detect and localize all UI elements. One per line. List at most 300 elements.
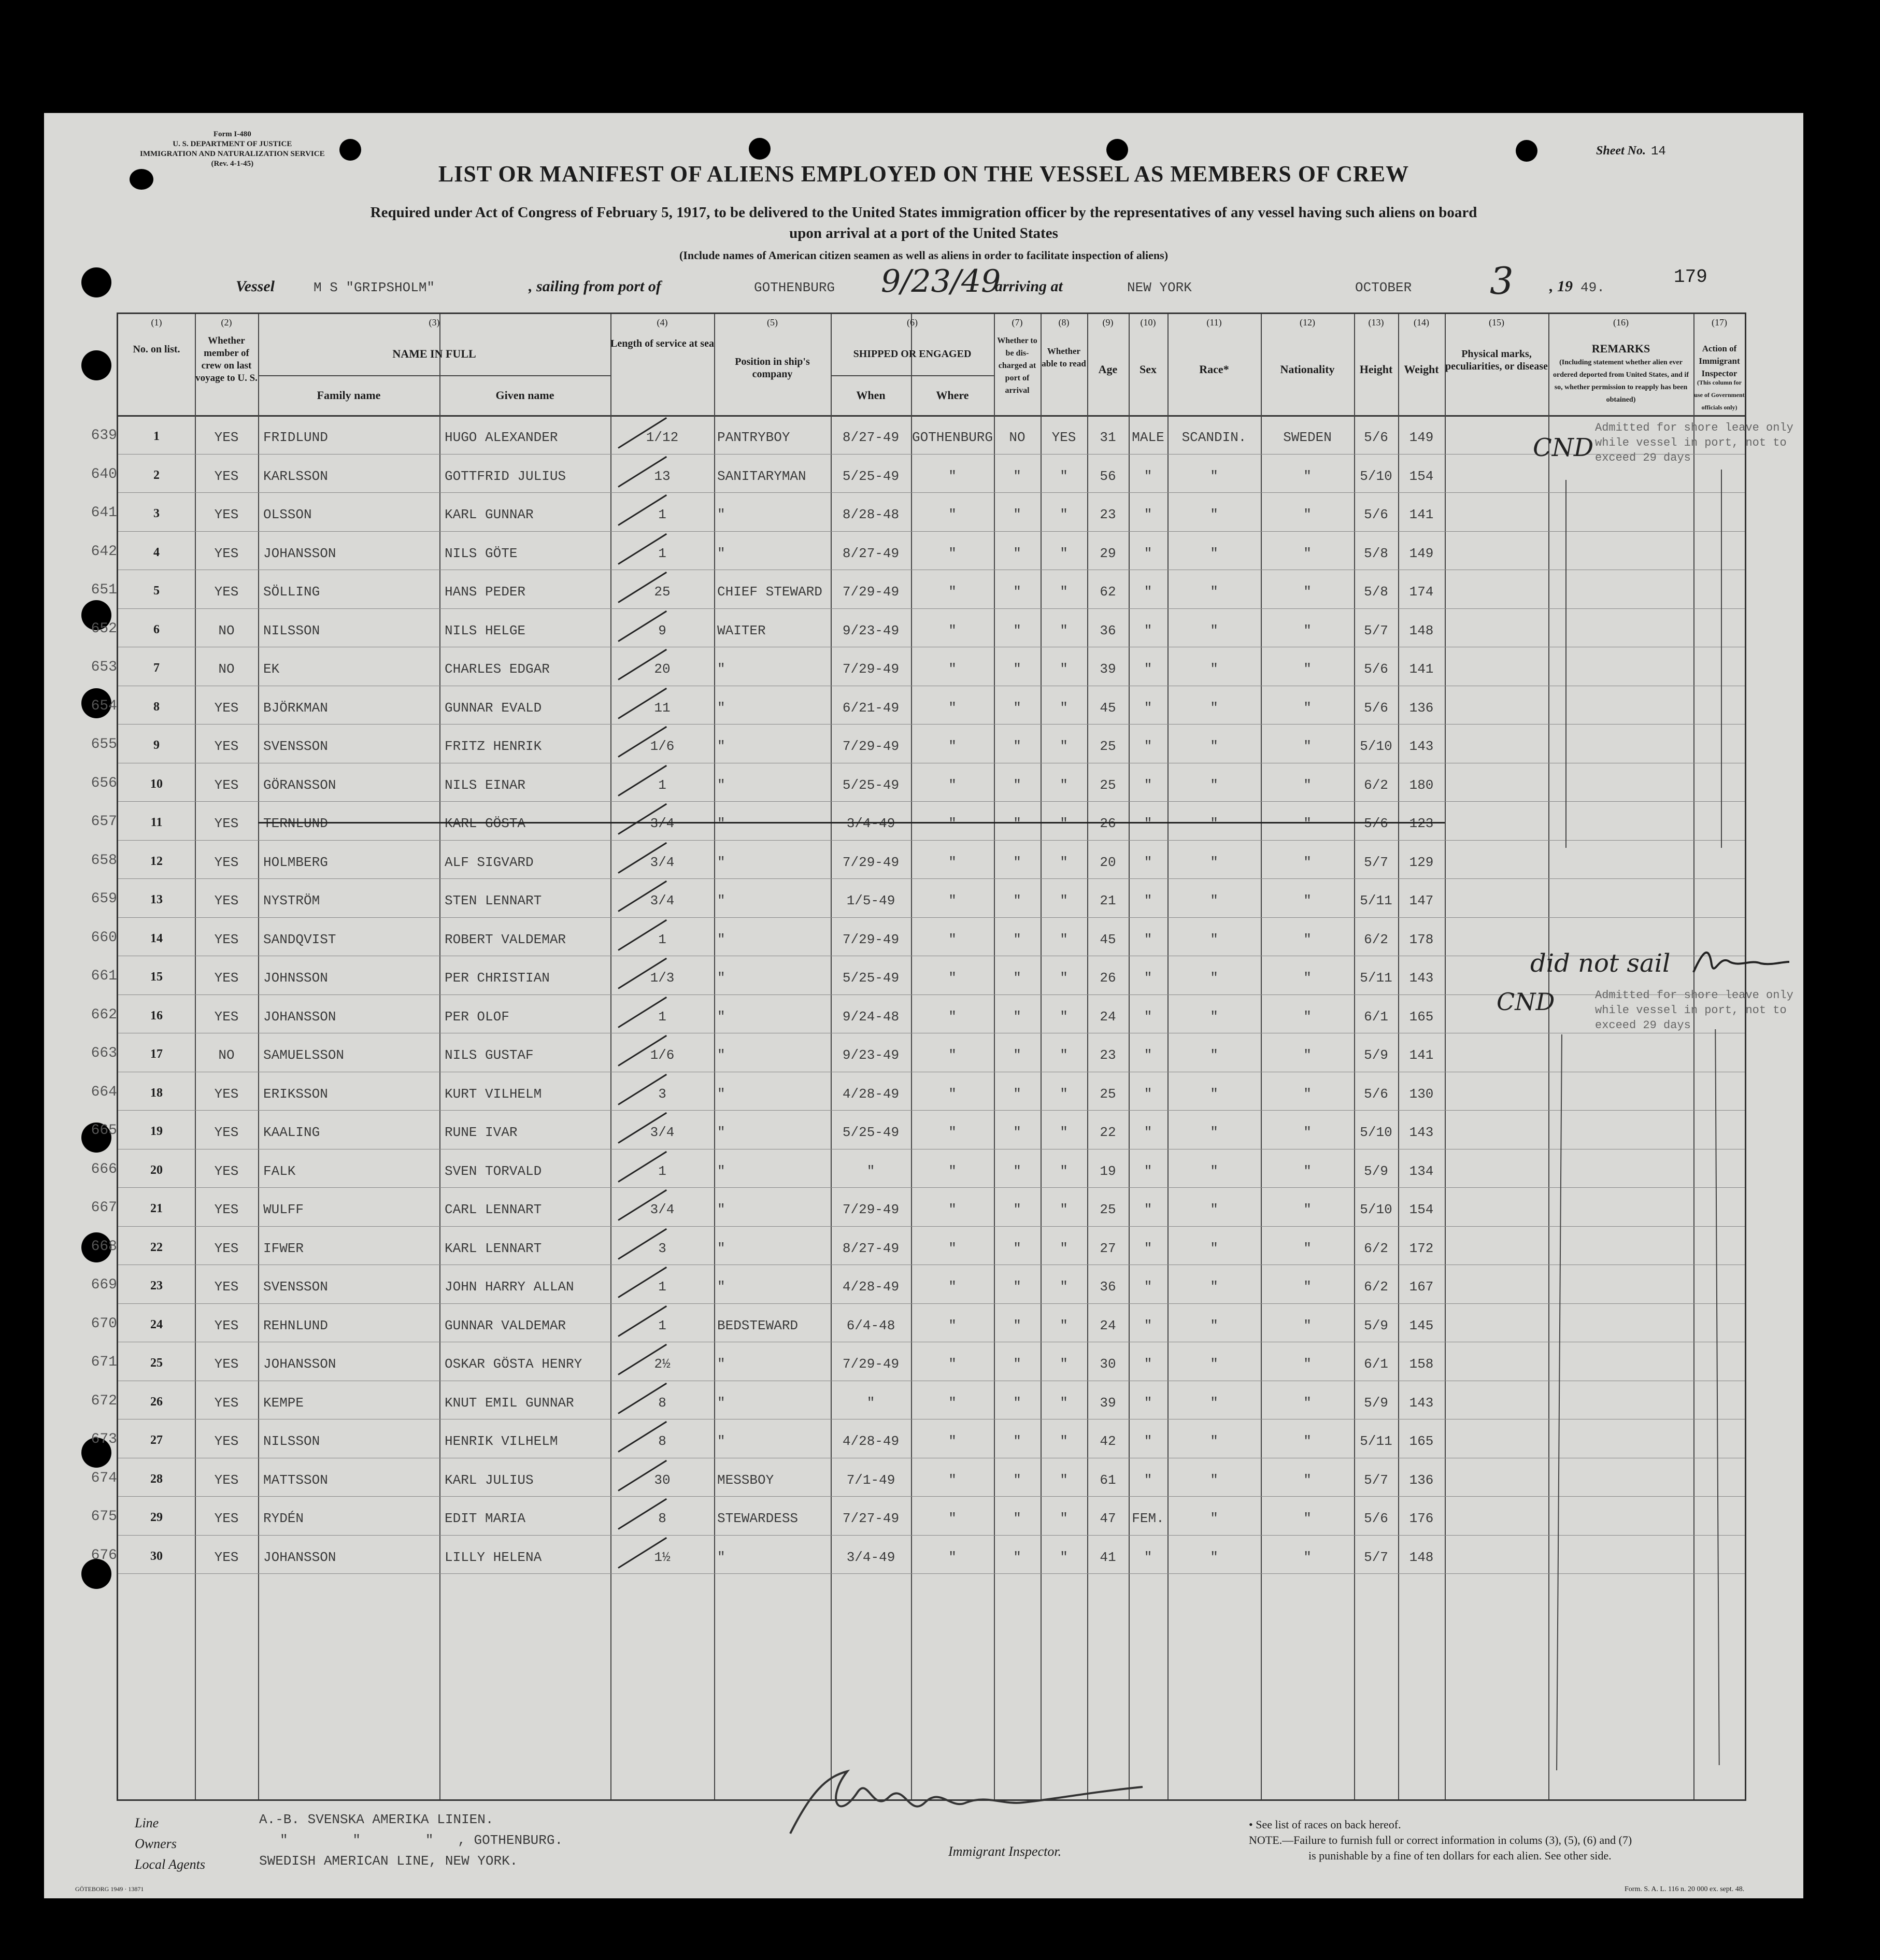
able-to-read: " (1060, 1317, 1068, 1333)
given-name: KARL GUNNAR (445, 507, 534, 522)
shipped-where: " (948, 854, 957, 870)
agents-value: SWEDISH AMERICAN LINE, NEW YORK. (259, 1853, 518, 1869)
able-to-read: " (1060, 468, 1068, 484)
discharged: " (1013, 584, 1021, 600)
sequence-number: 179 (1674, 266, 1707, 288)
able-to-read: " (1060, 1279, 1068, 1295)
sex: " (1144, 931, 1152, 947)
sequence-number: 659 (91, 891, 117, 907)
shipped-where: " (948, 507, 957, 522)
sex: " (1144, 893, 1152, 908)
able-to-read: " (1060, 1125, 1068, 1140)
table-row (91, 608, 1745, 647)
header-able-to-read: Whether able to read (1042, 346, 1086, 368)
given-name: RUNE IVAR (445, 1125, 518, 1140)
table-row (91, 1303, 1745, 1342)
weight: 165 (1409, 1433, 1434, 1449)
row-number: 22 (150, 1240, 163, 1254)
height: 5/9 (1364, 1317, 1388, 1333)
shipped-when: 8/27-49 (842, 430, 900, 445)
handwritten-date: 9/23/49 (881, 263, 1001, 300)
height: 6/1 (1364, 1356, 1388, 1372)
shipped-where: " (948, 1317, 957, 1333)
header-age: Age (1098, 363, 1118, 376)
discharged: " (1013, 1317, 1021, 1333)
age: 62 (1100, 584, 1116, 600)
sequence-number: 668 (91, 1238, 117, 1255)
department: U. S. DEPARTMENT OF JUSTICE (173, 140, 292, 148)
position: " (717, 1125, 725, 1140)
position: STEWARDESS (717, 1511, 799, 1526)
sequence-number: 657 (91, 814, 117, 830)
sheet-number (1596, 144, 1666, 159)
given-name: NILS GÖTE (445, 545, 518, 561)
shipped-when: 7/29-49 (842, 1356, 900, 1372)
position: " (717, 931, 725, 947)
cnd-mark: CND (1533, 433, 1594, 462)
discharged: " (1013, 1047, 1021, 1063)
length-of-service: 3/4 (650, 1125, 675, 1140)
race: " (1210, 507, 1218, 522)
given-name: NILS GUSTAF (445, 1047, 534, 1063)
sequence-number: 651 (91, 582, 117, 598)
header-height: Height (1359, 363, 1393, 376)
nationality: " (1303, 1472, 1312, 1488)
arrival-day: 3 (1490, 259, 1514, 303)
column-number: (11) (1206, 317, 1222, 328)
length-of-service: 1 (658, 1317, 666, 1333)
length-of-service: 3/4 (650, 816, 675, 831)
able-to-read: " (1060, 1433, 1068, 1449)
row-number: 30 (150, 1549, 163, 1563)
race: " (1210, 1125, 1218, 1140)
sex: MALE (1132, 430, 1164, 445)
height: 5/6 (1364, 1511, 1388, 1526)
given-name: FRITZ HENRIK (445, 738, 542, 754)
position: CHIEF STEWARD (717, 584, 822, 600)
member-of-crew: YES (214, 1356, 239, 1372)
nationality: " (1303, 507, 1312, 522)
shipped-when: " (866, 1163, 875, 1179)
height: 5/6 (1364, 1086, 1388, 1102)
weight: 136 (1409, 700, 1434, 716)
position: " (717, 1163, 725, 1179)
given-name: ALF SIGVARD (445, 854, 534, 870)
shipped-where: " (948, 1433, 957, 1449)
family-name: NYSTRÖM (263, 893, 320, 908)
length-of-service: 1 (658, 777, 666, 793)
row-number: 9 (153, 738, 160, 752)
header-no-on-list: No. on list. (133, 344, 180, 355)
sequence-number: 672 (91, 1393, 117, 1409)
able-to-read: " (1060, 777, 1068, 793)
discharged: " (1013, 893, 1021, 908)
age: 23 (1100, 507, 1116, 522)
member-of-crew: YES (214, 1202, 239, 1217)
able-to-read: " (1060, 816, 1068, 831)
age: 27 (1100, 1240, 1116, 1256)
header-family-name: Family name (317, 389, 381, 402)
shipped-where: " (948, 970, 957, 986)
length-of-service: 9 (658, 622, 666, 638)
given-name: EDIT MARIA (445, 1511, 526, 1526)
sailing-label: , sailing from port of (529, 278, 661, 295)
row-number: 5 (153, 584, 160, 598)
column-number: (4) (657, 317, 668, 328)
given-name: HENRIK VILHELM (445, 1433, 558, 1449)
race: " (1210, 777, 1218, 793)
table-row (91, 763, 1745, 802)
length-of-service: 1 (658, 1163, 666, 1179)
race: " (1210, 584, 1218, 600)
shipped-where: " (948, 1549, 957, 1565)
subtitle-2: upon arrival at a port of the United States (789, 225, 1058, 242)
shipped-when: 9/23-49 (842, 1047, 900, 1063)
weight: 149 (1409, 430, 1434, 445)
row-number: 3 (153, 507, 160, 520)
given-name: LILLY HELENA (445, 1549, 542, 1565)
able-to-read: " (1060, 893, 1068, 908)
table-row (91, 917, 1745, 956)
discharged: " (1013, 854, 1021, 870)
row-number: 4 (153, 545, 160, 559)
member-of-crew: YES (214, 970, 239, 986)
race: SCANDIN. (1181, 430, 1247, 445)
length-of-service: 3/4 (650, 1202, 675, 1217)
weight: 148 (1409, 622, 1434, 638)
family-name: HOLMBERG (263, 854, 328, 870)
race: " (1210, 1549, 1218, 1565)
row-number: 20 (150, 1163, 163, 1177)
header-whether-member: Whether member of crew on last voyage to U. S. (195, 335, 258, 384)
did-not-sail-note: did not sail (1530, 949, 1671, 978)
shipped-when: 4/28-49 (842, 1433, 900, 1449)
position: " (717, 1356, 725, 1372)
race: " (1210, 1086, 1218, 1102)
row-number: 25 (150, 1356, 163, 1370)
member-of-crew: YES (214, 700, 239, 716)
weight: 134 (1409, 1163, 1434, 1179)
given-name: KARL GÖSTA (445, 816, 526, 831)
sex: " (1144, 1472, 1152, 1488)
race: " (1210, 700, 1218, 716)
height: 5/11 (1360, 970, 1392, 986)
column-number: (10) (1140, 317, 1156, 328)
ditto-line (1721, 470, 1722, 848)
age: 42 (1100, 1433, 1116, 1449)
sequence-number: 669 (91, 1277, 117, 1293)
header-weight: Weight (1404, 363, 1439, 376)
height: 5/10 (1360, 1202, 1392, 1217)
table-row (91, 1535, 1745, 1574)
vessel-label: Vessel (236, 278, 275, 295)
nationality: " (1303, 1202, 1312, 1217)
race: " (1210, 1047, 1218, 1063)
inspector-label: Immigrant Inspector. (948, 1844, 1062, 1859)
height: 5/7 (1364, 622, 1388, 638)
header-position: Position in ship's company (735, 356, 810, 380)
shipped-when: 3/4-49 (846, 1549, 895, 1565)
punch-hole (339, 139, 361, 161)
able-to-read: " (1060, 1240, 1068, 1256)
position: " (717, 1549, 725, 1565)
shipped-where: " (948, 893, 957, 908)
member-of-crew: NO (218, 661, 235, 677)
discharged: " (1013, 545, 1021, 561)
inspector-initials (1688, 944, 1792, 980)
arrival-month: OCTOBER (1355, 280, 1412, 295)
age: 41 (1100, 1549, 1116, 1565)
position: MESSBOY (717, 1472, 774, 1488)
table-row (91, 801, 1745, 840)
table-row (91, 570, 1745, 608)
race: " (1210, 1009, 1218, 1025)
shipped-when: 7/29-49 (842, 738, 900, 754)
given-name: GOTTFRID JULIUS (445, 468, 566, 484)
sequence-number: 675 (91, 1509, 117, 1525)
header-remarks: REMARKS (1591, 342, 1650, 355)
header-nationality: Nationality (1280, 363, 1335, 376)
port-of-departure: GOTHENBURG (754, 280, 835, 295)
nationality: " (1303, 1549, 1312, 1565)
sequence-number: 662 (91, 1006, 117, 1023)
race: " (1210, 738, 1218, 754)
weight: 165 (1409, 1009, 1434, 1025)
family-name: MATTSSON (263, 1472, 328, 1488)
header-where: Where (936, 389, 969, 402)
discharged: " (1013, 738, 1021, 754)
header-name-in-full: NAME IN FULL (392, 347, 476, 360)
sequence-number: 670 (91, 1315, 117, 1332)
age: 31 (1100, 430, 1116, 445)
shipped-when: 7/27-49 (842, 1511, 900, 1526)
shipped-where: " (948, 622, 957, 638)
age: 39 (1100, 1395, 1116, 1411)
sex: " (1144, 970, 1152, 986)
header-action: Action of Immigrant Inspector (1699, 344, 1740, 378)
height: 6/2 (1364, 1279, 1388, 1295)
height: 5/10 (1360, 468, 1392, 484)
position: " (717, 738, 725, 754)
position: " (717, 816, 725, 831)
position: " (717, 777, 725, 793)
position: " (717, 661, 725, 677)
discharged: " (1013, 1009, 1021, 1025)
sex: " (1144, 507, 1152, 522)
shipped-where: " (948, 1240, 957, 1256)
shipped-when: 8/27-49 (842, 545, 900, 561)
length-of-service: 1 (658, 545, 666, 561)
nationality: SWEDEN (1283, 430, 1332, 445)
sex: " (1144, 1047, 1152, 1063)
height: 5/8 (1364, 545, 1388, 561)
table-row (91, 1342, 1745, 1381)
family-name: SAMUELSSON (263, 1047, 345, 1063)
sex: " (1144, 738, 1152, 754)
discharged: " (1013, 468, 1021, 484)
row-number: 10 (150, 777, 163, 791)
able-to-read: " (1060, 584, 1068, 600)
penalty-note: NOTE.—Failure to furnish full or correct information in colums (3), (5), (6) and (7) (1249, 1834, 1632, 1847)
given-name: PER CHRISTIAN (445, 970, 550, 986)
member-of-crew: YES (214, 1472, 239, 1488)
table-row (91, 1381, 1745, 1419)
family-name: EK (263, 661, 280, 677)
shipped-where: " (948, 1395, 957, 1411)
shipped-where: " (948, 1125, 957, 1140)
height: 5/10 (1360, 738, 1392, 754)
family-name: JOHNSSON (263, 970, 328, 986)
nationality: " (1303, 738, 1312, 754)
sequence-number: 671 (91, 1354, 117, 1370)
revision: (Rev. 4-1-45) (211, 160, 254, 168)
sex: " (1144, 1086, 1152, 1102)
height: 6/2 (1364, 777, 1388, 793)
shipped-where: " (948, 1356, 957, 1372)
nationality: " (1303, 700, 1312, 716)
sex: " (1144, 1433, 1152, 1449)
height: 5/11 (1360, 1433, 1392, 1449)
family-name: SÖLLING (263, 584, 320, 600)
shipped-where: GOTHENBURG (911, 430, 993, 445)
member-of-crew: YES (214, 816, 239, 831)
row-number: 14 (150, 931, 163, 945)
sequence-number: 653 (91, 659, 117, 675)
column-number: (2) (221, 317, 232, 328)
sex: " (1144, 622, 1152, 638)
row-number: 11 (150, 816, 163, 829)
age: 61 (1100, 1472, 1116, 1488)
length-of-service: 1 (658, 1279, 666, 1295)
header-sex: Sex (1140, 363, 1157, 376)
length-of-service: 1 (658, 507, 666, 522)
sex: " (1144, 1356, 1152, 1372)
nationality: " (1303, 970, 1312, 986)
member-of-crew: YES (214, 738, 239, 754)
sex: FEM. (1132, 1511, 1164, 1526)
race: " (1210, 1240, 1218, 1256)
age: 19 (1100, 1163, 1116, 1179)
family-name: NILSSON (263, 622, 320, 638)
shipped-when: " (866, 1395, 875, 1411)
sequence-number: 639 (91, 428, 117, 444)
sequence-number: 665 (91, 1123, 117, 1139)
nationality: " (1303, 1433, 1312, 1449)
crew-table (91, 313, 1793, 1801)
family-name: SANDQVIST (263, 931, 336, 947)
given-name: STEN LENNART (445, 893, 542, 908)
length-of-service: 2½ (654, 1356, 671, 1372)
column-number: (15) (1489, 317, 1504, 328)
age: 24 (1100, 1009, 1116, 1025)
race: " (1210, 970, 1218, 986)
member-of-crew: YES (214, 1240, 239, 1256)
sequence-number: 652 (91, 620, 117, 637)
sex: " (1144, 854, 1152, 870)
ditto-line (1565, 480, 1566, 848)
position: " (717, 1240, 725, 1256)
position: " (717, 1202, 725, 1217)
able-to-read: " (1060, 622, 1068, 638)
row-number: 18 (150, 1086, 163, 1100)
race: " (1210, 545, 1218, 561)
age: 45 (1100, 700, 1116, 716)
family-name: KARLSSON (263, 468, 328, 484)
given-name: CARL LENNART (445, 1202, 542, 1217)
weight: 147 (1409, 893, 1434, 908)
discharged: " (1013, 1163, 1021, 1179)
shipped-when: 4/28-49 (842, 1086, 900, 1102)
weight: 143 (1409, 1395, 1434, 1411)
able-to-read: " (1060, 854, 1068, 870)
nationality: " (1303, 661, 1312, 677)
row-number: 17 (150, 1047, 163, 1061)
member-of-crew: YES (214, 1395, 239, 1411)
age: 45 (1100, 931, 1116, 947)
shipped-where: " (948, 545, 957, 561)
nationality: " (1303, 1395, 1312, 1411)
race: " (1210, 1511, 1218, 1526)
sex: " (1144, 1163, 1152, 1179)
given-name: HANS PEDER (445, 584, 526, 600)
able-to-read: " (1060, 1472, 1068, 1488)
table-row (91, 647, 1745, 686)
position: " (717, 545, 725, 561)
shipped-where: " (948, 1009, 957, 1025)
age: 36 (1100, 622, 1116, 638)
row-number: 21 (150, 1202, 163, 1215)
shipped-when: 3/4-49 (846, 816, 895, 831)
length-of-service: 3 (658, 1086, 666, 1102)
race: " (1210, 661, 1218, 677)
discharged: " (1013, 1279, 1021, 1295)
position: PANTRYBOY (717, 430, 790, 445)
shipped-when: 5/25-49 (842, 970, 900, 986)
race: " (1210, 1433, 1218, 1449)
header-shipped-engaged: SHIPPED OR ENGAGED (853, 348, 972, 360)
shipped-where: " (948, 1511, 957, 1526)
length-of-service: 8 (658, 1511, 666, 1526)
member-of-crew: YES (214, 1433, 239, 1449)
table-row (91, 1149, 1745, 1188)
race: " (1210, 1202, 1218, 1217)
position: " (717, 507, 725, 522)
member-of-crew: YES (214, 1125, 239, 1140)
column-number: (7) (1012, 317, 1023, 328)
port-of-arrival: NEW YORK (1127, 280, 1192, 295)
nationality: " (1303, 931, 1312, 947)
shipped-where: " (948, 700, 957, 716)
sequence-number: 666 (91, 1161, 117, 1177)
table-row (91, 1033, 1745, 1072)
weight: 172 (1409, 1240, 1434, 1256)
form-reference: Form. S. A. L. 116 n. 20 000 ex. sept. 48. (1625, 1885, 1745, 1893)
length-of-service: 8 (658, 1433, 666, 1449)
table-row (91, 1265, 1745, 1303)
race: " (1210, 1472, 1218, 1488)
table-row (91, 686, 1745, 725)
age: 25 (1100, 738, 1116, 754)
weight: 145 (1409, 1317, 1434, 1333)
arrival-year: 49. (1580, 280, 1605, 295)
length-of-service: 1½ (654, 1549, 671, 1565)
sex: " (1144, 1125, 1152, 1140)
shipped-when: 7/1-49 (846, 1472, 895, 1488)
nationality: " (1303, 1125, 1312, 1140)
family-name: KAALING (263, 1125, 320, 1140)
family-name: TERNLUND (263, 816, 328, 831)
row-number: 28 (150, 1472, 163, 1486)
